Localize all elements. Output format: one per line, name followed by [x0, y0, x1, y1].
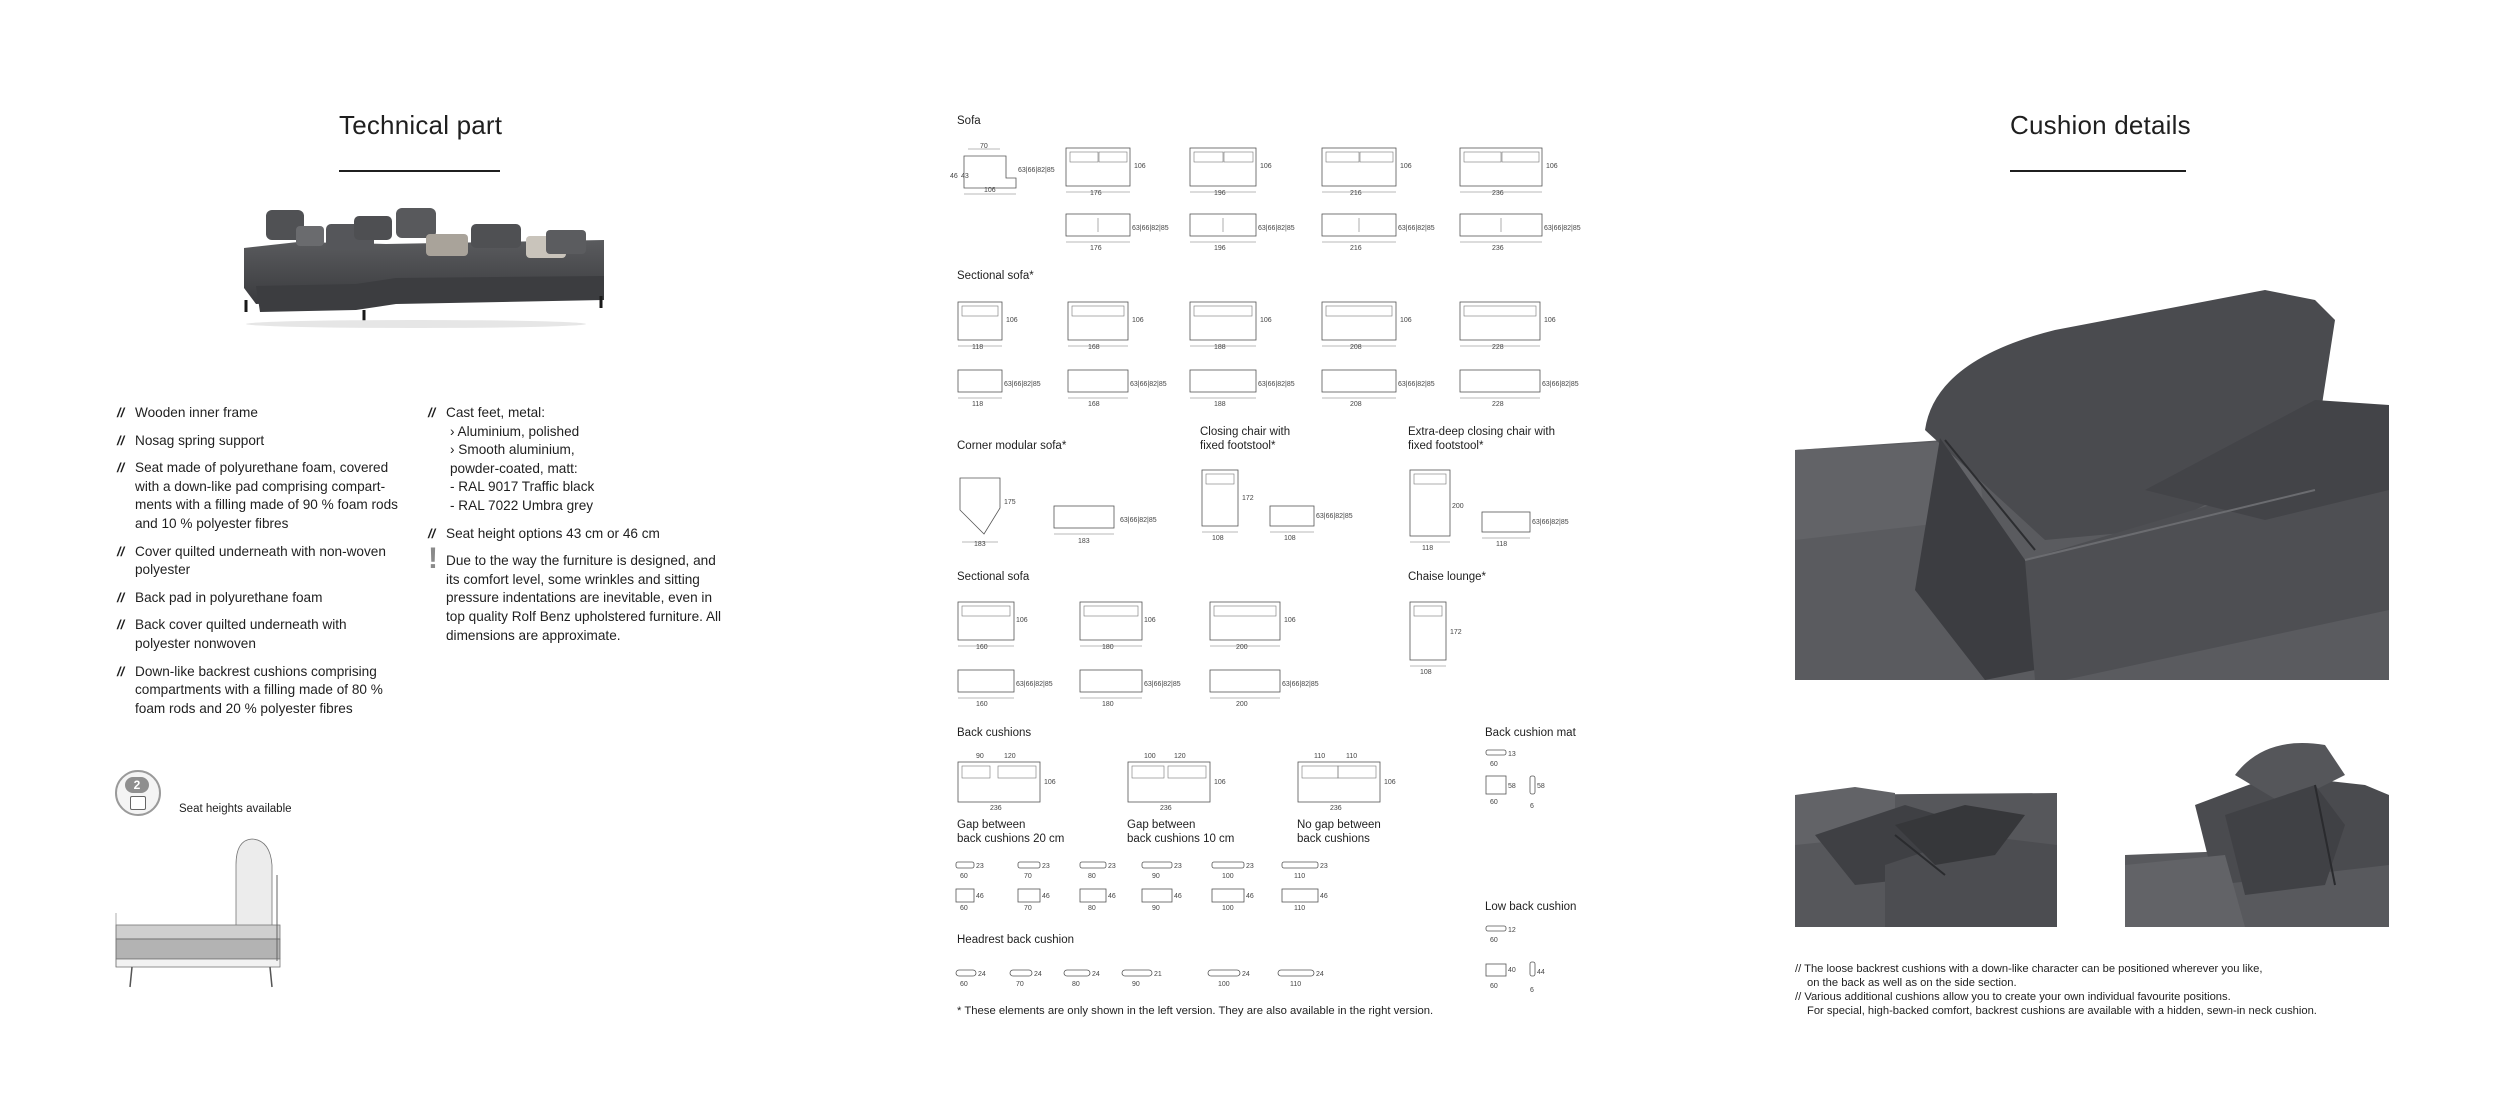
cushion-100x46 [1212, 889, 1254, 912]
caption-gap-10: Gap between back cushions 10 cm [1127, 819, 1235, 845]
feature-marker: // [428, 405, 436, 420]
caption-no-gap: No gap between back cushions [1297, 819, 1381, 845]
svg-text:196: 196 [1214, 245, 1226, 252]
svg-text:44: 44 [1537, 969, 1545, 976]
svg-text:106: 106 [1132, 317, 1144, 324]
sect-front-208 [1322, 370, 1435, 408]
seat-heights-badge [115, 770, 161, 816]
sectional-front-160 [958, 670, 1053, 708]
svg-text:80: 80 [1088, 873, 1096, 880]
svg-text:106: 106 [1134, 163, 1146, 170]
feet-option-coated: powder-coated, matt: [450, 460, 578, 476]
svg-text:106: 106 [1546, 163, 1558, 170]
svg-text:46: 46 [1108, 893, 1116, 900]
svg-text:106: 106 [1400, 317, 1412, 324]
svg-text:63|66|82|85: 63|66|82|85 [1258, 381, 1295, 388]
svg-text:63|66|82|85: 63|66|82|85 [1132, 225, 1169, 232]
svg-text:23: 23 [1174, 863, 1182, 870]
headrest-80x24 [1064, 970, 1100, 988]
sectional-top-180 [1080, 602, 1156, 650]
low-back-cushion-drawing [1482, 922, 1562, 998]
svg-text:100: 100 [1222, 873, 1234, 880]
dim-h2: 43 [961, 173, 969, 180]
sofa-side-view [950, 142, 1060, 197]
svg-text:176: 176 [1090, 190, 1102, 196]
svg-text:24: 24 [1242, 971, 1250, 978]
cushion-detail-photo-large [1795, 290, 2389, 680]
svg-text:90: 90 [976, 753, 984, 760]
cushion-100x23 [1212, 862, 1254, 880]
svg-text:60: 60 [1490, 761, 1498, 768]
sofa-front-216 [1322, 214, 1435, 252]
svg-text:60: 60 [1490, 799, 1498, 806]
svg-text:90: 90 [1152, 873, 1160, 880]
svg-text:63|66|82|85: 63|66|82|85 [1532, 519, 1569, 526]
sect-top-188 [1190, 302, 1272, 350]
features-list-right [428, 404, 728, 654]
cushion-row-23 [952, 858, 1352, 887]
svg-text:110: 110 [1294, 873, 1306, 880]
svg-text:46: 46 [1320, 893, 1328, 900]
svg-text:6: 6 [1530, 803, 1534, 810]
svg-text:160: 160 [976, 644, 988, 650]
svg-text:24: 24 [1034, 971, 1042, 978]
dim-s: 63|66|82|85 [1018, 167, 1055, 174]
sect-top-168 [1068, 302, 1144, 350]
svg-text:46: 46 [1246, 893, 1254, 900]
svg-text:176: 176 [1090, 245, 1102, 252]
sectional-front-row [954, 664, 1334, 715]
disclaimer-text: Due to the way the furniture is designed, and its comfort level, some wrinkles and sitting pressure indentations are inevitable, even in top quality Rolf Benz upholstered furniture. All dimensions are approximate. [446, 553, 722, 643]
feet-ral-grey: - RAL 7022 Umbra grey [450, 497, 594, 513]
svg-text:60: 60 [960, 905, 968, 912]
svg-text:200: 200 [1452, 503, 1464, 510]
svg-text:63|66|82|85: 63|66|82|85 [1398, 381, 1435, 388]
svg-text:236: 236 [1330, 805, 1342, 812]
label-sectional: Sectional sofa [957, 571, 1030, 583]
cushion-70x23 [1018, 862, 1050, 880]
svg-text:180: 180 [1102, 644, 1114, 650]
svg-text:63|66|82|85: 63|66|82|85 [1120, 517, 1157, 524]
svg-text:208: 208 [1350, 401, 1362, 408]
sofa-top-row [1062, 146, 1632, 201]
svg-text:90: 90 [1152, 905, 1160, 912]
sofa-front-176 [1066, 214, 1169, 252]
svg-text:60: 60 [1490, 937, 1498, 944]
sect-front-168 [1068, 370, 1167, 408]
svg-text:106: 106 [1044, 779, 1056, 786]
svg-text:168: 168 [1088, 401, 1100, 408]
svg-text:63|66|82|85: 63|66|82|85 [1542, 381, 1579, 388]
feature-marker: // [117, 589, 125, 605]
extra-deep-chair-drawing [1404, 466, 1574, 554]
svg-text:63|66|82|85: 63|66|82|85 [1016, 681, 1053, 688]
label-headrest: Headrest back cushion [957, 934, 1074, 946]
svg-text:60: 60 [1490, 983, 1498, 990]
svg-text:108: 108 [1212, 535, 1224, 542]
svg-text:58: 58 [1537, 783, 1545, 790]
svg-text:23: 23 [1108, 863, 1116, 870]
svg-text:172: 172 [1450, 629, 1462, 636]
label-chaise: Chaise lounge* [1408, 571, 1487, 583]
svg-text:100: 100 [1144, 753, 1156, 760]
corner-modular-drawing [954, 468, 1169, 548]
label-low-back-cushion: Low back cushion [1485, 901, 1577, 913]
label-sofa: Sofa [957, 115, 981, 127]
svg-text:58: 58 [1508, 783, 1516, 790]
feature-item: // Nosag spring support [117, 432, 405, 451]
sect-front-118 [958, 370, 1041, 408]
svg-text:110: 110 [1346, 753, 1358, 760]
svg-text:70: 70 [1016, 981, 1024, 988]
svg-text:63|66|82|85: 63|66|82|85 [1398, 225, 1435, 232]
svg-text:106: 106 [1284, 617, 1296, 624]
svg-text:60: 60 [960, 981, 968, 988]
sectional-star-front-row [954, 364, 1594, 415]
svg-text:63|66|82|85: 63|66|82|85 [1316, 513, 1353, 520]
cushion-notes [1795, 962, 2317, 1018]
sectional-star-front-views [954, 364, 1594, 410]
dim-h1: 46 [950, 173, 958, 180]
svg-text:120: 120 [1174, 753, 1186, 760]
sofa-top-196 [1190, 148, 1272, 196]
svg-text:63|66|82|85: 63|66|82|85 [1130, 381, 1167, 388]
svg-text:106: 106 [1214, 779, 1226, 786]
svg-text:236: 236 [990, 805, 1002, 812]
svg-text:40: 40 [1508, 967, 1516, 974]
svg-text:216: 216 [1350, 190, 1362, 196]
svg-text:236: 236 [1492, 190, 1504, 196]
seat-heights-count: 2 [125, 777, 149, 793]
sectional-top-200 [1210, 602, 1296, 650]
svg-text:6: 6 [1530, 987, 1534, 994]
svg-text:13: 13 [1508, 751, 1516, 758]
label-sectional-star: Sectional sofa* [957, 270, 1034, 282]
feature-item: // Seat made of polyurethane foam, covered with a down-like pad comprising compartments with a filling made of 90 % foam rods and 10 % polyester fibres [117, 460, 398, 531]
note-2b: For special, high-backed comfort, backrest cushions are available with a hidden, sewn-in neck cushion. [1807, 1005, 2317, 1017]
closing-chair-drawing [1196, 466, 1361, 546]
feature-marker: // [428, 525, 436, 541]
note-2: // Various additional cushions allow you to create your own individual favourite positions. [1795, 991, 2231, 1003]
svg-text:21: 21 [1154, 971, 1162, 978]
note-1b: on the back as well as on the side section. [1807, 977, 2017, 989]
svg-text:228: 228 [1492, 344, 1504, 350]
svg-text:63|66|82|85: 63|66|82|85 [1258, 225, 1295, 232]
exclamation-icon: ! [428, 542, 438, 576]
svg-text:236: 236 [1492, 245, 1504, 252]
sect-top-118 [958, 302, 1018, 350]
back-cushion-groups [952, 750, 1422, 817]
svg-text:110: 110 [1294, 905, 1306, 912]
disclaimer-item [428, 542, 728, 645]
headrest-70x24 [1010, 970, 1042, 988]
svg-text:108: 108 [1284, 535, 1296, 542]
sofa-top-216 [1322, 148, 1412, 196]
cushion-title: Cushion details [2010, 110, 2191, 140]
svg-text:108: 108 [1420, 669, 1432, 676]
svg-text:118: 118 [1422, 545, 1434, 552]
feature-item-seat-height: // Seat height options 43 cm or 46 cm [428, 525, 728, 544]
svg-text:183: 183 [1078, 538, 1090, 545]
svg-text:100: 100 [1218, 981, 1230, 988]
headrest-100x24 [1208, 970, 1250, 988]
seat-section-drawing [112, 835, 297, 995]
sectional-front-200 [1210, 670, 1319, 708]
sect-top-208 [1322, 302, 1412, 350]
feature-marker: // [117, 460, 125, 476]
feet-heading: Cast feet, metal: [446, 405, 545, 420]
svg-text:216: 216 [1350, 245, 1362, 252]
sofa-product-image [236, 200, 606, 335]
technical-title-rule [339, 170, 500, 172]
svg-text:63|66|82|85: 63|66|82|85 [1544, 225, 1581, 232]
svg-text:80: 80 [1072, 981, 1080, 988]
svg-text:63|66|82|85: 63|66|82|85 [1004, 381, 1041, 388]
svg-text:63|66|82|85: 63|66|82|85 [1282, 681, 1319, 688]
back-cushion-group-3 [1298, 753, 1396, 812]
features-list-left [117, 404, 405, 727]
svg-text:208: 208 [1350, 344, 1362, 350]
svg-text:46: 46 [1042, 893, 1050, 900]
label-back-cushions: Back cushions [957, 727, 1032, 739]
svg-text:63|66|82|85: 63|66|82|85 [1144, 681, 1181, 688]
dim-top: 70 [980, 143, 988, 150]
cushion-80x46 [1080, 889, 1116, 912]
sect-top-228 [1460, 302, 1556, 350]
back-cushion-group-1 [958, 753, 1056, 812]
svg-text:23: 23 [1042, 863, 1050, 870]
svg-text:118: 118 [972, 344, 984, 350]
svg-text:106: 106 [1016, 617, 1028, 624]
sectional-star-top-views [954, 300, 1574, 350]
label-extra-deep-chair: Extra-deep closing chair with fixed footstool* [1408, 426, 1556, 452]
svg-text:23: 23 [1320, 863, 1328, 870]
feature-marker: // [117, 543, 125, 559]
feature-item: // Down-like backrest cushions comprising compartments with a filling made of 80 % foam rods and 20 % polyester fibres [117, 663, 383, 716]
cushion-46-views [952, 886, 1352, 914]
svg-text:120: 120 [1004, 753, 1016, 760]
svg-text:118: 118 [972, 401, 984, 408]
sofa-front-236 [1460, 214, 1581, 252]
feature-marker: // [117, 663, 125, 679]
svg-text:188: 188 [1214, 344, 1226, 350]
svg-text:46: 46 [976, 893, 984, 900]
feature-item: // Wooden inner frame [117, 404, 405, 423]
cushion-60x23 [956, 862, 984, 880]
cushion-70x46 [1018, 889, 1050, 912]
sofa-top-236 [1460, 148, 1558, 196]
back-cushion-mat-drawing [1482, 746, 1562, 816]
feature-item: // Cover quilted underneath with non-woven polyester [117, 543, 386, 578]
feet-option-smooth: › Smooth aluminium, [450, 442, 575, 458]
svg-text:23: 23 [1246, 863, 1254, 870]
cushion-90x46 [1142, 889, 1182, 912]
svg-text:70: 70 [1024, 905, 1032, 912]
sect-front-228 [1460, 370, 1579, 408]
cushion-90x23 [1142, 862, 1182, 880]
svg-text:175: 175 [1004, 499, 1016, 506]
cushion-23-views [952, 858, 1352, 882]
svg-text:200: 200 [1236, 644, 1248, 650]
svg-text:160: 160 [976, 701, 988, 708]
headrest-60x24 [956, 970, 986, 988]
feet-option-polished: › Aluminium, polished [450, 423, 580, 439]
sofa-top-views [1062, 146, 1632, 196]
svg-text:118: 118 [1496, 541, 1508, 548]
feature-item: // Back pad in polyurethane foam [117, 589, 405, 608]
cushion-detail-photo-left [1795, 735, 2057, 927]
seat-adjust-icon [130, 796, 146, 810]
svg-text:106: 106 [1260, 163, 1272, 170]
svg-text:80: 80 [1088, 905, 1096, 912]
svg-text:106: 106 [1544, 317, 1556, 324]
sectional-front-180 [1080, 670, 1181, 708]
sect-front-188 [1190, 370, 1295, 408]
chaise-drawing [1404, 598, 1474, 678]
seat-heights-label: Seat heights available [179, 803, 292, 815]
cushion-detail-photo-right [2125, 735, 2389, 927]
svg-text:188: 188 [1214, 401, 1226, 408]
cushion-110x23 [1282, 862, 1328, 880]
svg-text:168: 168 [1088, 344, 1100, 350]
svg-text:24: 24 [978, 971, 986, 978]
sofa-top-176 [1066, 148, 1146, 196]
svg-text:60: 60 [960, 873, 968, 880]
cushion-110x46 [1282, 889, 1328, 912]
cushion-title-rule [2010, 170, 2186, 172]
svg-text:106: 106 [1260, 317, 1272, 324]
svg-text:236: 236 [1160, 805, 1172, 812]
svg-text:24: 24 [1316, 971, 1324, 978]
svg-text:110: 110 [1290, 981, 1302, 988]
label-closing-chair: Closing chair with fixed footstool* [1200, 426, 1291, 452]
headrest-views [952, 966, 1352, 992]
note-1: // The loose backrest cushions with a down-like character can be positioned wherever you like, [1795, 963, 2263, 975]
sectional-front-views [954, 664, 1334, 710]
svg-text:110: 110 [1314, 753, 1326, 760]
feature-item: // Back cover quilted underneath with polyester nonwoven [117, 617, 347, 651]
svg-text:100: 100 [1222, 905, 1234, 912]
svg-text:228: 228 [1492, 401, 1504, 408]
svg-text:106: 106 [1400, 163, 1412, 170]
svg-text:200: 200 [1236, 701, 1248, 708]
svg-text:183: 183 [974, 541, 986, 548]
back-cushion-views [952, 750, 1422, 812]
cushion-row-46 [952, 886, 1352, 919]
back-cushion-group-2 [1128, 753, 1226, 812]
feature-marker: // [117, 432, 125, 448]
svg-text:106: 106 [1144, 617, 1156, 624]
sofa-front-196 [1190, 214, 1295, 252]
svg-text:90: 90 [1132, 981, 1140, 988]
feet-ral-black: - RAL 9017 Traffic black [450, 479, 595, 495]
headrest-110x24 [1278, 970, 1324, 988]
sofa-front-row [1062, 208, 1642, 259]
footnote: * These elements are only shown in the left version. They are also available in the right version. [957, 1005, 1434, 1017]
feature-item-feet [428, 404, 728, 516]
svg-text:12: 12 [1508, 927, 1516, 934]
feature-marker: // [117, 405, 125, 420]
svg-text:106: 106 [1006, 317, 1018, 324]
svg-text:46: 46 [1174, 893, 1182, 900]
svg-text:70: 70 [1024, 873, 1032, 880]
sofa-front-views [1062, 208, 1642, 254]
svg-text:196: 196 [1214, 190, 1226, 196]
headrest-row [952, 966, 1352, 997]
sectional-top-160 [958, 602, 1028, 650]
feature-marker: // [117, 617, 125, 633]
cushion-80x23 [1080, 862, 1116, 880]
svg-text:24: 24 [1092, 971, 1100, 978]
label-corner: Corner modular sofa* [957, 440, 1067, 452]
sectional-star-top-row [954, 300, 1574, 355]
sectional-top-row [954, 600, 1314, 655]
label-back-cushion-mat: Back cushion mat [1485, 727, 1576, 739]
svg-text:172: 172 [1242, 495, 1254, 502]
cushion-60x46 [956, 889, 984, 912]
sectional-top-views [954, 600, 1314, 650]
svg-text:23: 23 [976, 863, 984, 870]
caption-gap-20: Gap between back cushions 20 cm [957, 819, 1065, 845]
headrest-90x21 [1122, 970, 1162, 988]
svg-text:106: 106 [1384, 779, 1396, 786]
dim-w: 106 [984, 187, 996, 194]
svg-text:180: 180 [1102, 701, 1114, 708]
technical-title: Technical part [339, 110, 503, 140]
